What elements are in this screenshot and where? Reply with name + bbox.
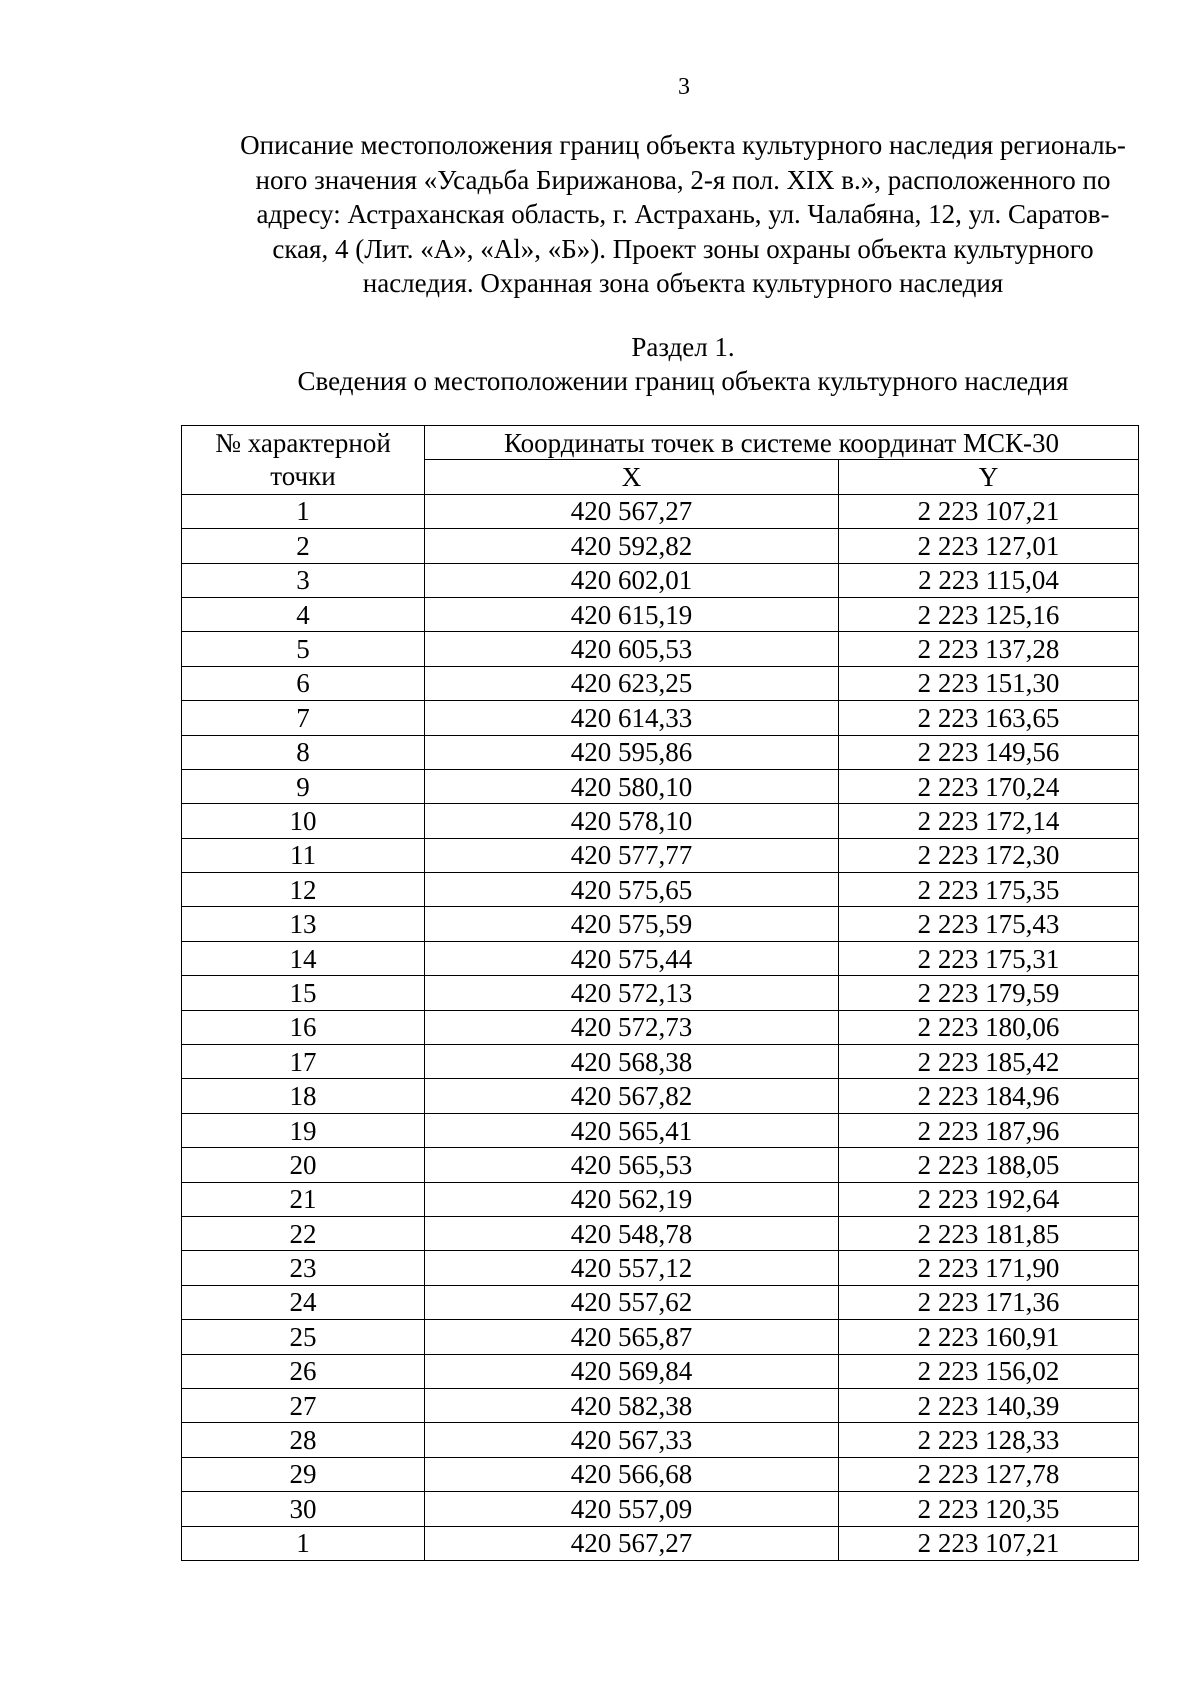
y-coordinate-cell: 2 223 171,90 [839,1251,1139,1285]
section-label: Раздел 1. [631,332,735,362]
y-coordinate-cell: 2 223 107,21 [839,494,1139,528]
table-row [182,1285,1139,1319]
y-coordinate-cell: 2 223 175,43 [839,907,1139,941]
point-number-cell: 5 [182,632,425,666]
x-coordinate-cell: 420 614,33 [425,701,839,735]
x-coordinate-cell: 420 568,38 [425,1045,839,1079]
y-coordinate-cell: 2 223 128,33 [839,1423,1139,1457]
table-row [182,976,1139,1010]
point-number-cell: 15 [182,976,425,1010]
table-row [182,1320,1139,1354]
table-row [182,666,1139,700]
y-coordinate-cell: 2 223 127,78 [839,1457,1139,1491]
x-coordinate-cell: 420 575,44 [425,941,839,975]
table-row [182,597,1139,631]
x-coordinate-cell: 420 567,27 [425,1526,839,1560]
x-coordinate-cell: 420 605,53 [425,632,839,666]
section-heading [150,330,1200,398]
x-coordinate-cell: 420 548,78 [425,1216,839,1250]
y-coordinate-cell: 2 223 115,04 [839,563,1139,597]
point-number-cell: 19 [182,1113,425,1147]
point-number-cell: 7 [182,701,425,735]
table-row [182,1079,1139,1113]
point-number-cell: 28 [182,1423,425,1457]
table-row [182,1492,1139,1526]
point-number-cell: 24 [182,1285,425,1319]
table-row [182,838,1139,872]
table-body [182,494,1139,1560]
point-number-cell: 30 [182,1492,425,1526]
y-coordinate-cell: 2 223 127,01 [839,529,1139,563]
y-coordinate-cell: 2 223 120,35 [839,1492,1139,1526]
page-number: 3 [678,74,690,100]
header-point-line2: точки [270,460,336,491]
x-coordinate-cell: 420 566,68 [425,1457,839,1491]
title-line: наследия. Охранная зона объекта культурного наследия [362,268,1004,298]
table-row [182,1457,1139,1491]
y-coordinate-cell: 2 223 187,96 [839,1113,1139,1147]
point-number-cell: 3 [182,563,425,597]
y-coordinate-cell: 2 223 170,24 [839,769,1139,803]
header-coordinates: Координаты точек в системе координат МСК-30 [425,426,1139,460]
title-line: ская, 4 (Лит. «А», «Al», «Б»). Проект зоны охраны объекта культурного [272,233,1094,264]
y-coordinate-cell: 2 223 156,02 [839,1354,1139,1388]
table-row [182,735,1139,769]
table-row [182,1354,1139,1388]
x-coordinate-cell: 420 582,38 [425,1388,839,1422]
point-number-cell: 4 [182,597,425,631]
table-row [182,1216,1139,1250]
point-number-cell: 27 [182,1388,425,1422]
point-number-cell: 11 [182,838,425,872]
x-coordinate-cell: 420 567,27 [425,494,839,528]
title-line: адресу: Астраханская область, г. Астрахань, ул. Чалабяна, 12, ул. Саратов- [256,199,1110,229]
y-coordinate-cell: 2 223 107,21 [839,1526,1139,1560]
x-coordinate-cell: 420 557,12 [425,1251,839,1285]
y-coordinate-cell: 2 223 185,42 [839,1045,1139,1079]
y-coordinate-cell: 2 223 192,64 [839,1182,1139,1216]
y-coordinate-cell: 2 223 175,35 [839,873,1139,907]
point-number-cell: 22 [182,1216,425,1250]
y-coordinate-cell: 2 223 179,59 [839,976,1139,1010]
table-row [182,632,1139,666]
y-coordinate-cell: 2 223 181,85 [839,1216,1139,1250]
table-row [182,529,1139,563]
point-number-cell: 8 [182,735,425,769]
point-number-cell: 21 [182,1182,425,1216]
point-number-cell: 18 [182,1079,425,1113]
x-coordinate-cell: 420 569,84 [425,1354,839,1388]
x-coordinate-cell: 420 575,65 [425,873,839,907]
x-coordinate-cell: 420 557,62 [425,1285,839,1319]
table-row [182,941,1139,975]
table-row [182,1423,1139,1457]
table-header-row [182,426,1139,460]
x-coordinate-cell: 420 567,33 [425,1423,839,1457]
y-coordinate-cell: 2 223 171,36 [839,1285,1139,1319]
point-number-cell: 14 [182,941,425,975]
y-coordinate-cell: 2 223 149,56 [839,735,1139,769]
x-coordinate-cell: 420 623,25 [425,666,839,700]
y-coordinate-cell: 2 223 172,14 [839,804,1139,838]
table-row [182,563,1139,597]
y-coordinate-cell: 2 223 140,39 [839,1388,1139,1422]
y-coordinate-cell: 2 223 184,96 [839,1079,1139,1113]
y-coordinate-cell: 2 223 188,05 [839,1148,1139,1182]
x-coordinate-cell: 420 575,59 [425,907,839,941]
x-coordinate-cell: 420 572,73 [425,1010,839,1044]
x-coordinate-cell: 420 615,19 [425,597,839,631]
table-row [182,769,1139,803]
point-number-cell: 12 [182,873,425,907]
x-coordinate-cell: 420 567,82 [425,1079,839,1113]
document-title [150,128,1200,301]
y-coordinate-cell: 2 223 180,06 [839,1010,1139,1044]
x-coordinate-cell: 420 565,41 [425,1113,839,1147]
y-coordinate-cell: 2 223 175,31 [839,941,1139,975]
point-number-cell: 23 [182,1251,425,1285]
table-row [182,1010,1139,1044]
header-point-number [182,426,425,495]
section-subtitle: Сведения о местоположении границ объекта культурного наследия [297,366,1069,396]
point-number-cell: 2 [182,529,425,563]
table-row [182,1148,1139,1182]
table-row [182,1251,1139,1285]
table-row [182,1182,1139,1216]
x-coordinate-cell: 420 602,01 [425,563,839,597]
point-number-cell: 17 [182,1045,425,1079]
x-coordinate-cell: 420 562,19 [425,1182,839,1216]
table-row [182,494,1139,528]
y-coordinate-cell: 2 223 125,16 [839,597,1139,631]
x-coordinate-cell: 420 557,09 [425,1492,839,1526]
title-line: Описание местоположения границ объекта культурного наследия региональ- [240,130,1126,160]
x-coordinate-cell: 420 595,86 [425,735,839,769]
table-row [182,701,1139,735]
y-coordinate-cell: 2 223 163,65 [839,701,1139,735]
table-row [182,907,1139,941]
header-y: Y [839,460,1139,494]
point-number-cell: 13 [182,907,425,941]
point-number-cell: 9 [182,769,425,803]
y-coordinate-cell: 2 223 160,91 [839,1320,1139,1354]
x-coordinate-cell: 420 592,82 [425,529,839,563]
table-row [182,873,1139,907]
y-coordinate-cell: 2 223 137,28 [839,632,1139,666]
table-row [182,1526,1139,1560]
x-coordinate-cell: 420 580,10 [425,769,839,803]
point-number-cell: 1 [182,1526,425,1560]
point-number-cell: 10 [182,804,425,838]
title-line: ного значения «Усадьба Бирижанова, 2-я пол. XIX в.», расположенного по [255,164,1111,195]
table-row [182,804,1139,838]
point-number-cell: 20 [182,1148,425,1182]
point-number-cell: 26 [182,1354,425,1388]
point-number-cell: 25 [182,1320,425,1354]
point-number-cell: 1 [182,494,425,528]
x-coordinate-cell: 420 565,53 [425,1148,839,1182]
coordinates-table [181,425,1139,1561]
point-number-cell: 29 [182,1457,425,1491]
table-row [182,1045,1139,1079]
y-coordinate-cell: 2 223 151,30 [839,666,1139,700]
x-coordinate-cell: 420 578,10 [425,804,839,838]
point-number-cell: 6 [182,666,425,700]
x-coordinate-cell: 420 572,13 [425,976,839,1010]
table-row [182,1388,1139,1422]
x-coordinate-cell: 420 577,77 [425,838,839,872]
y-coordinate-cell: 2 223 172,30 [839,838,1139,872]
point-number-cell: 16 [182,1010,425,1044]
header-point-line1: № характерной [215,427,391,458]
header-x: X [425,460,839,494]
x-coordinate-cell: 420 565,87 [425,1320,839,1354]
table-row [182,1113,1139,1147]
